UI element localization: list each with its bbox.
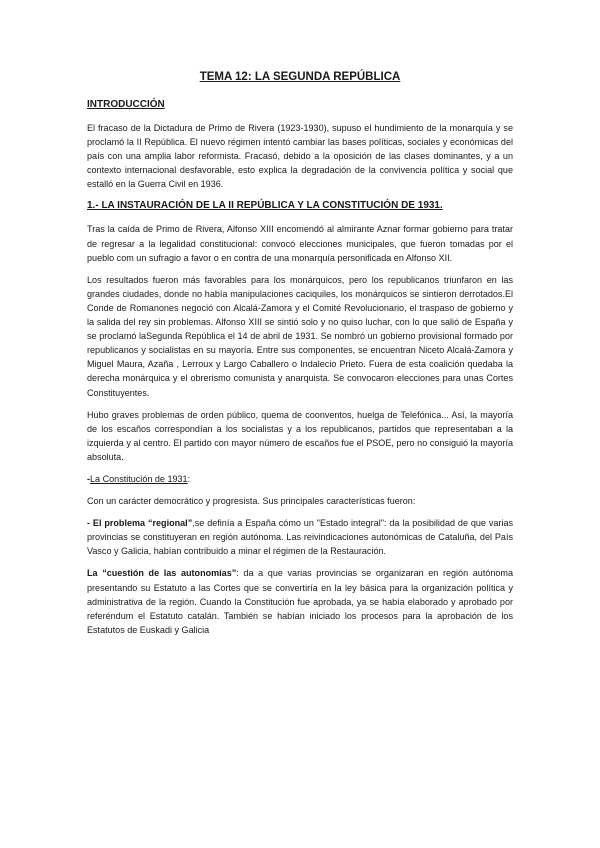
constitution-heading xyxy=(87,472,513,486)
constitution-heading-text: La Constitución de 1931 xyxy=(90,473,188,484)
autonomias-lead: La “cuestión de las autonomías” xyxy=(87,568,237,579)
intro-paragraph: El fracaso de la Dictadura de Primo de Rivera (1923-1930), supuso el hundimiento de la monarquía y se proclamó la II República. El nuevo régimen intentó cambiar las bases políticas, sociales y económicas del país con una amplia labor reformista. Fracasó, debido a la oposición de las clases dominantes, y a un contexto internacional desfavorable, esto explica la degradación de la convivencia política y social que estalló en la Guerra Civil en 1936. xyxy=(87,123,513,190)
section1-paragraph-3: Hubo graves problemas de orden público, quema de coonventos, huelga de Telefónica... Así, la mayoría de los escaños correspondían a los socialistas y a los republicanos, partidos que representaban a la izquierda y al centro. El partido con mayor número de escaños fue el PSOE, pero no consiguió la mayoría absoluta. xyxy=(87,409,513,462)
section1-heading: 1.- LA INSTAURACIÓN DE LA II REPÚBLICA Y LA CONSTITUCIÓN DE 1931. xyxy=(87,200,443,212)
constitution-suffix: : xyxy=(187,473,191,484)
regional-lead: - El problema “regional” xyxy=(87,518,193,529)
autonomias-text: : da a que varias provincias se organizaran en región autónoma presentando su Estatuto a las Cortes que se convertiría en la ley básica para la organización política y administrativa de la región. Cuando la Constitución fue aprobada, ya se había elaborado y aprobado por referéndum el Estatuto catalán. También se habían iniciado los procesos para la aprobación de los Estatutos de Euskadi y Galicia xyxy=(87,568,513,635)
regional-text: ,se definía a España cómo un "Estado integral": da la posibilidad de que varias provincias se constituyeran en región autónoma. Las reivindicaciones autonómicas de Cataluña, del País Vasco y Galicia, habían contribuido a minar el régimen de la Restauración. xyxy=(87,518,514,557)
section1-paragraph-2: Los resultados fueron más favorables para los monárquicos, pero los republicanos triunfaron en las grandes ciudades, donde no había manipulaciones caciquiles, los monárquicos se sintieron derrotados.El Conde de Romanones negoció con Alcalá-Zamora y el Comité Revolucionario, el traspaso de gobierno y la salida del rey sin problemas. Alfonso XIII se sintió solo y no quiso luchar, con lo que salió de España y se proclamó laSegunda República el 14 de abril de 1931. Se nombró un gobierno provisional formado por republicanos y socialistas en su mayoría. Entre sus componentes, se encuentran Niceto Alcalá-Zamora y Miguel Maura, Azaña , Lerroux y Largo Caballero o Indalecio Prieto. Fuera de esta coalición quedaba la derecha monárquica y el obrerismo comunista y anarquista. Se convocaron elecciones para unas Cortes Constituyentes. xyxy=(87,274,513,398)
section1-paragraph-1: Tras la caída de Primo de Rivera, Alfonso XIII encomendó al almirante Aznar formar gobierno para tratar de regresar a la legalidad constitucional: convocó elecciones municipales, que fueron tomadas por el pueblo com un sufragio a favor o en contra de una monarquía personificada en Alfonso XII. xyxy=(87,224,513,263)
page-title: TEMA 12: LA SEGUNDA REPÚBLICA xyxy=(199,71,401,83)
constitution-prefix: - xyxy=(87,473,91,484)
autonomias-paragraph xyxy=(87,566,513,636)
regional-paragraph xyxy=(87,516,513,558)
section1-paragraph-4: Con un carácter democrático y progresista. Sus principales características fueron: xyxy=(87,496,416,507)
intro-heading: INTRODUCCIÓN xyxy=(87,99,165,110)
